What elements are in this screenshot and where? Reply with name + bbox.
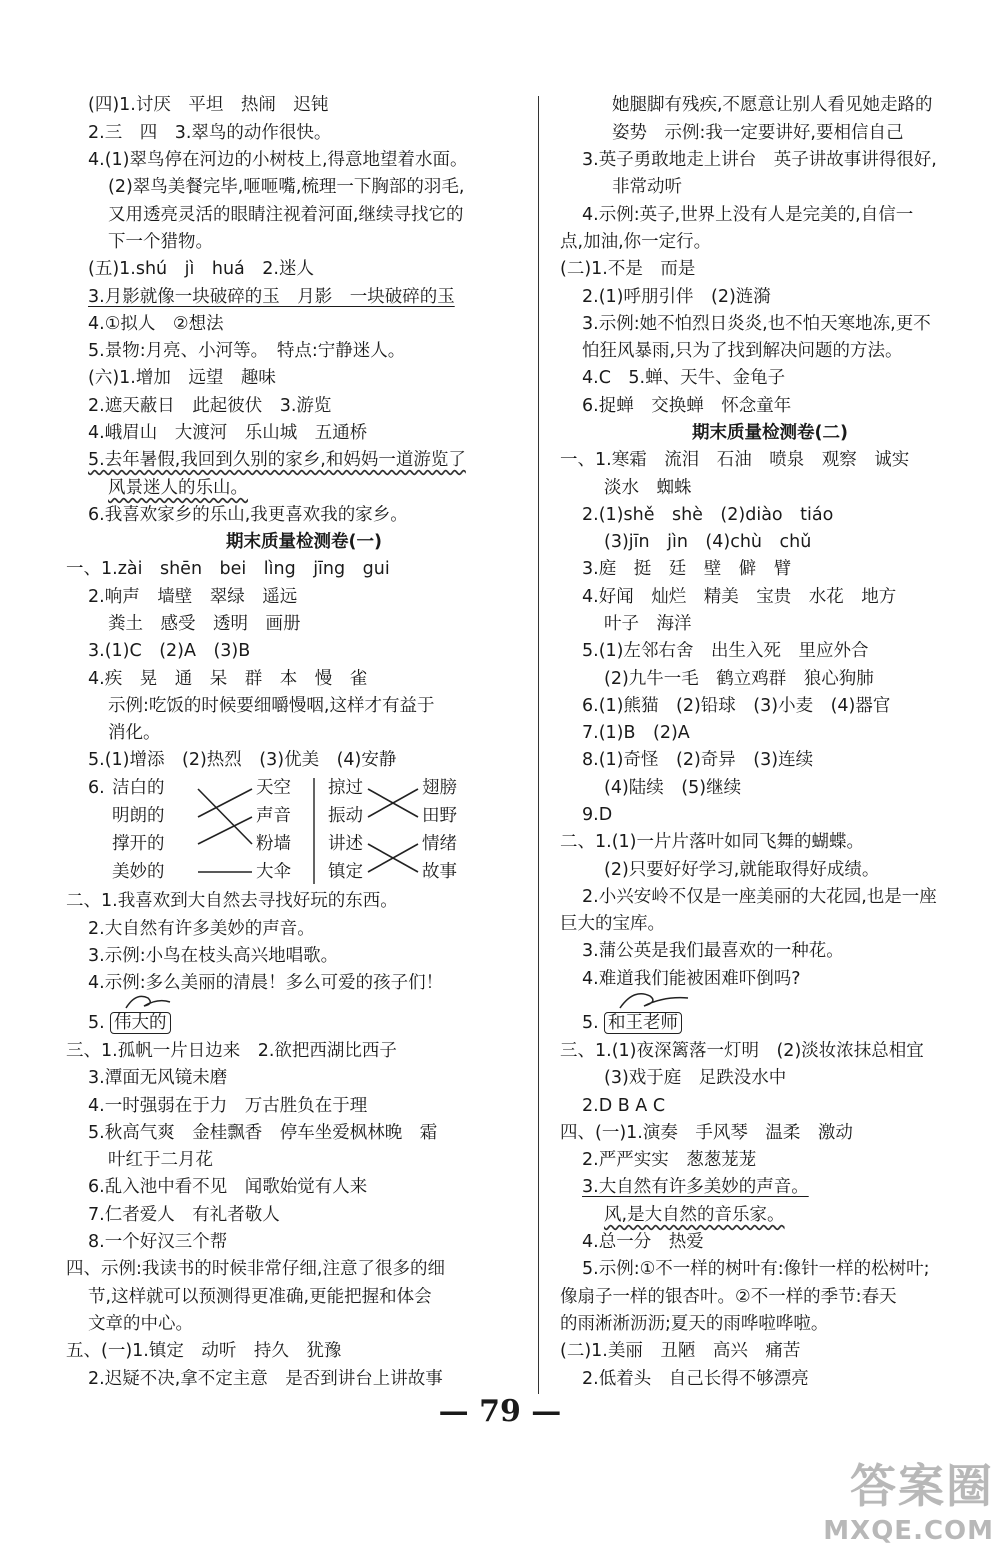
answer-line: (二)1.美丽 丑陋 高兴 痛苦 — [560, 1341, 801, 1361]
match-right-target: 故事 — [422, 862, 457, 882]
answer-line: 2.低着头 自己长得不够漂亮 — [582, 1369, 809, 1389]
page-number: — 79 — — [438, 1394, 562, 1429]
answer-line: 6.我喜欢家乡的乐山,我更喜欢我的家乡。 — [88, 505, 408, 525]
answer-line: 五、(一)1.镇定 动听 持久 犹豫 — [66, 1341, 342, 1361]
answer-line: 消化。 — [108, 723, 161, 743]
answer-line: 5.秋高气爽 金桂飘香 停车坐爱枫林晚 霜 — [88, 1123, 438, 1143]
answer-line: 5.景物:月亮、小河等。 特点:宁静迷人。 — [88, 341, 406, 361]
answer-line: 3.蒲公英是我们最喜欢的一种花。 — [582, 941, 844, 961]
answer-line: 7.仁者爱人 有礼者敬人 — [88, 1205, 280, 1225]
answer-line: 4.①拟人 ②想法 — [88, 314, 224, 334]
answer-line: 三、1.孤帆一片日边来 2.欲把西湖比西子 — [66, 1041, 397, 1061]
answer-line: 四、示例:我读书的时候非常仔细,注意了很多的细 — [66, 1259, 445, 1279]
answer-line: 6. — [88, 778, 105, 798]
answer-line: 2.大自然有许多美妙的声音。 — [88, 919, 315, 939]
answer-line: 节,这样就可以预测得更准确,更能把握和体会 — [88, 1287, 432, 1307]
answer-line: 她腿脚有残疾,不愿意让别人看见她走路的 — [612, 95, 933, 115]
answer-line: 5.(1)增添 (2)热烈 (3)优美 (4)安静 — [88, 750, 397, 770]
match-left-target: 声音 — [256, 806, 291, 826]
answer-line: (3)戏于庭 足跌没水中 — [604, 1068, 787, 1088]
match-right-word: 讲述 — [328, 834, 363, 854]
answer-line: (4)陆续 (5)继续 — [604, 778, 742, 798]
box-word: 伟大的 — [110, 1010, 171, 1036]
answer-line: 2.D B A C — [582, 1096, 666, 1116]
answer-line: 6.(1)熊猫 (2)铅球 (3)小麦 (4)器官 — [582, 696, 891, 716]
answer-line: 3.示例:小鸟在枝头高兴地唱歌。 — [88, 946, 339, 966]
answer-line: 5. — [88, 1013, 105, 1033]
answer-line: 3.月影就像一块破碎的玉 月影 一块破碎的玉 — [88, 287, 455, 307]
answer-line: 4.疾 晃 通 呆 群 本 慢 雀 — [88, 669, 368, 689]
answer-line: (2)九牛一毛 鹤立鸡群 狼心狗肺 — [604, 669, 874, 689]
answer-line: 4.示例:英子,世界上没有人是完美的,自信一 — [582, 205, 914, 225]
answer-line: 一、1.寒霜 流泪 石油 喷泉 观察 诚实 — [560, 450, 910, 470]
answer-line: 下一个猎物。 — [108, 232, 213, 252]
answer-line: 风,是大自然的音乐家。 — [604, 1205, 785, 1225]
answer-line: 2.严严实实 葱葱茏茏 — [582, 1150, 757, 1170]
answer-line: (3)jīn jìn (4)chù chǔ — [604, 532, 812, 552]
match-right-target: 翅膀 — [422, 778, 457, 798]
answer-line: 粪土 感受 透明 画册 — [108, 614, 301, 634]
answer-line: 姿势 示例:我一定要讲好,要相信自己 — [612, 123, 904, 143]
answer-line: 5.示例:①不一样的树叶有:像针一样的松树叶; — [582, 1259, 930, 1279]
answer-line: 2.(1)呼朋引伴 (2)涟漪 — [582, 287, 771, 307]
answer-line: 4.峨眉山 大渡河 乐山城 五通桥 — [88, 423, 368, 443]
answer-line: 3.示例:她不怕烈日炎炎,也不怕天寒地冻,更不 — [582, 314, 931, 334]
answer-line: (五)1.shú jì huá 2.迷人 — [88, 259, 314, 279]
answer-line: 非常动听 — [612, 177, 682, 197]
answer-line: 5. — [582, 1013, 599, 1033]
match-left-word: 洁白的 — [112, 778, 165, 798]
answer-line: 2.小兴安岭不仅是一座美丽的大花园,也是一座 — [582, 887, 937, 907]
edit-mark-icon — [560, 92, 980, 1052]
answer-line: 5.去年暑假,我回到久别的家乡,和妈妈一道游览了 — [88, 450, 466, 470]
match-left-word: 美妙的 — [112, 862, 165, 882]
answer-line: (四)1.讨厌 平坦 热闹 迟钝 — [88, 95, 329, 115]
answer-line: 6.捉蝉 交换蝉 怀念童年 — [582, 396, 792, 416]
answer-line: 2.三 四 3.翠鸟的动作很快。 — [88, 123, 332, 143]
answer-line: 4.示例:多么美丽的清晨！多么可爱的孩子们！ — [88, 973, 444, 993]
answer-line: 叶子 海洋 — [604, 614, 692, 634]
answer-line: (2)只要好好学习,就能取得好成绩。 — [604, 860, 880, 880]
answer-line: (二)1.不是 而是 — [560, 259, 696, 279]
match-right-word: 镇定 — [328, 862, 363, 882]
match-right-target: 情绪 — [422, 834, 457, 854]
answer-line: 4.好闻 灿烂 精美 宝贵 水花 地方 — [582, 587, 897, 607]
answer-line: 4.难道我们能被困难吓倒吗? — [582, 969, 801, 989]
answer-line: 点,加油,你一定行。 — [560, 232, 712, 252]
answer-line: 3.英子勇敢地走上讲台 英子讲故事讲得很好, — [582, 150, 937, 170]
answer-line: 4.(1)翠鸟停在河边的小树枝上,得意地望着水面。 — [88, 150, 468, 170]
answer-line: 8.(1)奇怪 (2)奇异 (3)连续 — [582, 750, 814, 770]
match-left-target: 大伞 — [256, 862, 291, 882]
answer-line: 像扇子一样的银杏叶。②不一样的季节:春天 — [560, 1287, 897, 1307]
answer-line: 5.(1)左邻右舍 出生入死 里应外合 — [582, 641, 869, 661]
answer-line: 示例:吃饭的时候要细嚼慢咽,这样才有益于 — [108, 696, 435, 716]
answer-line: 3.潭面无风镜未磨 — [88, 1068, 228, 1088]
answer-line: 8.一个好汉三个帮 — [88, 1232, 228, 1252]
answer-line: 四、(一)1.演奏 手风琴 温柔 激动 — [560, 1123, 853, 1143]
answer-line: 6.乱入池中看不见 闻歌始觉有人来 — [88, 1177, 368, 1197]
box-word: 和王老师 — [604, 1010, 682, 1036]
section-title: 期末质量检测卷(二) — [692, 423, 848, 443]
edit-mark-icon — [88, 92, 520, 1052]
match-left-word: 明朗的 — [112, 806, 165, 826]
answer-line: 又用透亮灵活的眼睛注视着河面,继续寻找它的 — [108, 205, 464, 225]
answer-line: 3.大自然有许多美妙的声音。 — [582, 1177, 809, 1197]
answer-line: 2.响声 墙壁 翠绿 遥远 — [88, 587, 298, 607]
answer-line: 叶红于二月花 — [108, 1150, 213, 1170]
match-right-word: 振动 — [328, 806, 363, 826]
section-title: 期末质量检测卷(一) — [226, 532, 382, 552]
match-left-word: 撑开的 — [112, 834, 165, 854]
column-divider — [538, 96, 539, 1394]
answer-line: 的雨淅淅沥沥;夏天的雨哗啦哗啦。 — [560, 1314, 829, 1334]
answer-line: 文章的中心。 — [88, 1314, 193, 1334]
answer-line: 二、1.我喜欢到大自然去寻找好玩的东西。 — [66, 891, 398, 911]
answer-line: 巨大的宝库。 — [560, 914, 665, 934]
answer-line: 9.D — [582, 805, 613, 825]
answer-line: 三、1.(1)夜深篱落一灯明 (2)淡妆浓抹总相宜 — [560, 1041, 924, 1061]
answer-line: 2.(1)shě shè (2)diào tiáo — [582, 505, 834, 525]
match-left-target: 天空 — [256, 778, 291, 798]
watermark-title: 答案圈 — [850, 1459, 994, 1513]
answer-line: 一、1.zài shēn bei lìng jīng gui — [66, 559, 390, 579]
answer-line: 3.(1)C (2)A (3)B — [88, 641, 251, 661]
answer-line: 怕狂风暴雨,只为了找到解决问题的方法。 — [582, 341, 903, 361]
watermark-url: MXQE.COM — [823, 1516, 994, 1546]
answer-line: 7.(1)B (2)A — [582, 723, 690, 743]
answer-line: 二、1.(1)一片片落叶如同飞舞的蝴蝶。 — [560, 832, 864, 852]
answer-line: 4.总一分 热爱 — [582, 1232, 704, 1252]
answer-line: 3.庭 挺 廷 壁 僻 臂 — [582, 559, 792, 579]
answer-line: 2.遮天蔽日 此起彼伏 3.游览 — [88, 396, 332, 416]
answer-line: (2)翠鸟美餐完毕,咂咂嘴,梳理一下胸部的羽毛, — [108, 177, 465, 197]
match-left-target: 粉墙 — [256, 834, 291, 854]
answer-line: 4.一时强弱在于力 万古胜负在于理 — [88, 1096, 368, 1116]
match-right-word: 掠过 — [328, 778, 363, 798]
match-right-target: 田野 — [422, 806, 457, 826]
answer-line: (六)1.增加 远望 趣味 — [88, 368, 276, 388]
watermark-logo — [823, 1450, 994, 1546]
answer-line: 风景迷人的乐山。 — [108, 478, 248, 498]
answer-line: 4.C 5.蝉、天牛、金龟子 — [582, 368, 786, 388]
answer-line: 2.迟疑不决,拿不定主意 是否到讲台上讲故事 — [88, 1369, 443, 1389]
answer-line: 淡水 蜘蛛 — [604, 478, 692, 498]
